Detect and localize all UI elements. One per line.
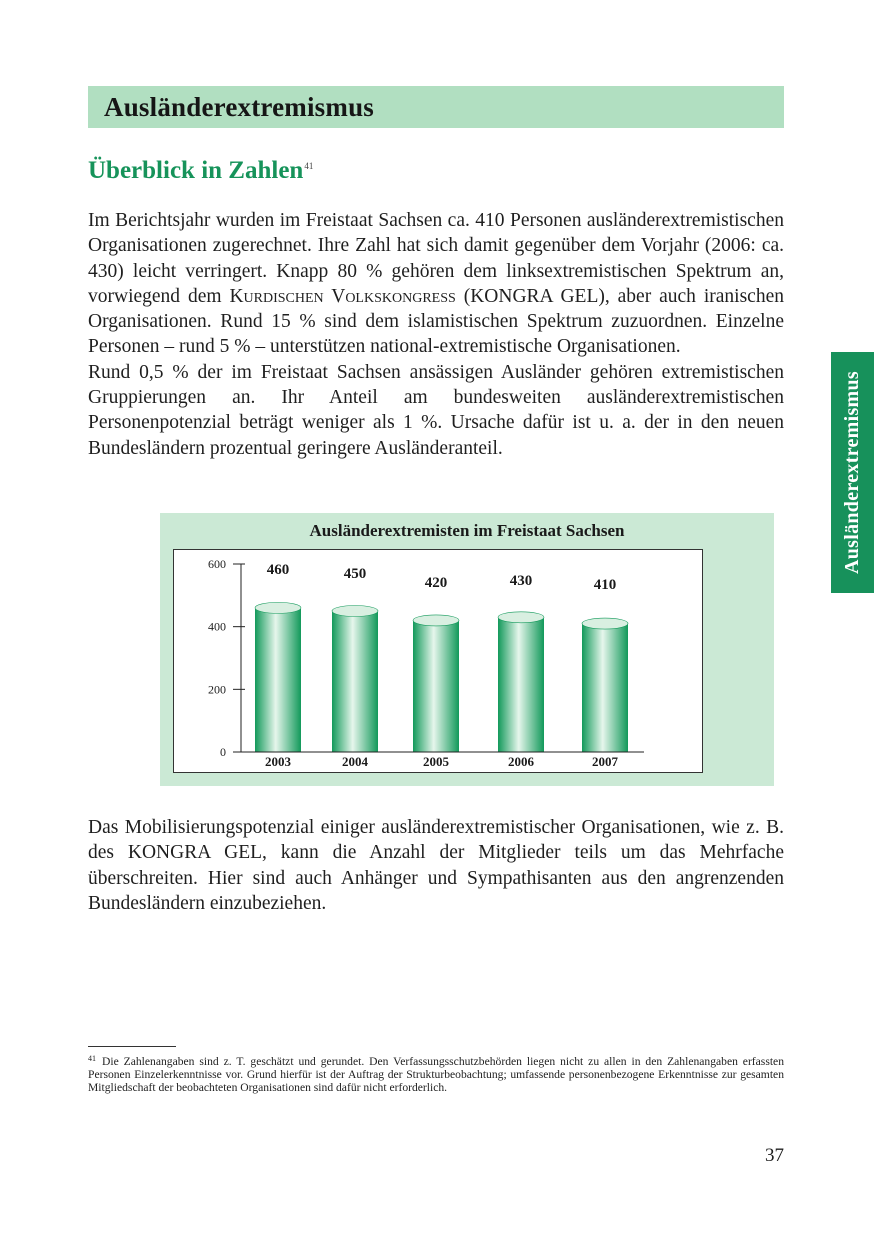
bar-top [255, 602, 301, 613]
footnote [88, 1052, 784, 1094]
intro-sentence-2: (KONGRA GEL), aber auch iranischen Organisationen. Rund 15 % sind dem islamistischen Spektrum zuzuordnen. Einzelne Personen – rund 5 % – unterstützen national-extremistische Organisationen. [88, 285, 784, 358]
page-number: 37 [765, 1145, 784, 1166]
bar [498, 617, 544, 752]
mobilization-text: Das Mobilisierungspotenzial einiger ausländerextremistischer Organisationen, wie z. B. des KONGRA GEL, kann die Anzahl der Mitglieder teils um das Mehrfache überschreiten. Hier sind auch Anhänger und Sympathisanten aus den angrenzenden Bundesländern einzubeziehen. [88, 817, 784, 914]
bar [255, 608, 301, 752]
bar [582, 624, 628, 752]
chapter-header [88, 86, 784, 128]
side-tab [831, 352, 874, 593]
bar [332, 611, 378, 752]
x-tick-label: 2007 [592, 754, 618, 769]
x-tick-label: 2004 [342, 754, 368, 769]
x-tick-label: 2005 [423, 754, 449, 769]
chapter-title: Ausländerextremismus [104, 91, 375, 122]
bar-top [413, 615, 459, 626]
intro-text-continued: Rund 0,5 % der im Freistaat Sachsen ansässigen Ausländer gehören extremistischen Gruppierungen an. Ihr Anteil am bundesweiten ausländerextremistischen Personenpotenzial beträgt weniger als 1 %. Ursache dafür ist u. a. der in den neuen Bundesländern prozentual geringere Ausländeranteil. [88, 361, 784, 459]
data-label: 460 [266, 562, 290, 578]
footnote-number: 41 [88, 1054, 96, 1063]
bar-top [332, 606, 378, 617]
intro-paragraph [88, 208, 784, 461]
y-tick-label: 0 [220, 745, 226, 759]
intro-sentence-1: Im Berichtsjahr wurden im Freistaat Sachsen ca. 410 Personen ausländerextremistischen Organisationen zugerechnet. Ihre Zahl hat sich damit gegenüber dem Vorjahr (2006: ca. 430) leicht verringert. Knapp 80 % gehören dem linksextremistischen Spektrum an, vorwiegend dem [88, 210, 784, 307]
section-title-text: Überblick in Zahlen [88, 157, 304, 184]
y-tick-label: 400 [208, 619, 226, 634]
bar [413, 620, 459, 752]
footnote-reference: 41 [304, 161, 314, 171]
y-tick-label: 600 [208, 557, 226, 571]
x-tick-label: 2006 [508, 754, 534, 769]
bar-top [498, 612, 544, 623]
footnote-divider [88, 1046, 176, 1047]
side-tab-label: Ausländerextremismus [841, 370, 864, 575]
bar-top [582, 618, 628, 629]
data-label: 450 [343, 566, 367, 582]
y-tick-label: 200 [208, 682, 226, 697]
chart-frame [173, 549, 703, 773]
intro-text [88, 208, 784, 360]
bar-chart [174, 550, 702, 772]
x-tick-label: 2003 [265, 754, 291, 769]
data-label: 410 [593, 577, 617, 593]
data-label: 420 [424, 575, 448, 591]
chart-panel [160, 513, 774, 786]
chart-title: Ausländerextremisten im Freistaat Sachsen [309, 521, 625, 540]
organization-name: Kurdischen Volkskongress [229, 285, 456, 307]
section-title [88, 157, 313, 185]
data-label: 430 [509, 573, 533, 589]
footnote-text: Die Zahlenangaben sind z. T. geschätzt und gerundet. Den Verfassungsschutzbehörden liegen nicht zu allen in den Zahlenangaben erfassten Personen Einzelerkenntnisse vor. Grund hierfür ist der Auftrag der Strukturbeobachtung; umfassende personenbezogene Erkenntnisse zur gesamten Mitgliedschaft der beobachteten Organisationen sind dafür nicht erforderlich. [88, 1055, 784, 1094]
mobilization-paragraph [88, 815, 784, 916]
